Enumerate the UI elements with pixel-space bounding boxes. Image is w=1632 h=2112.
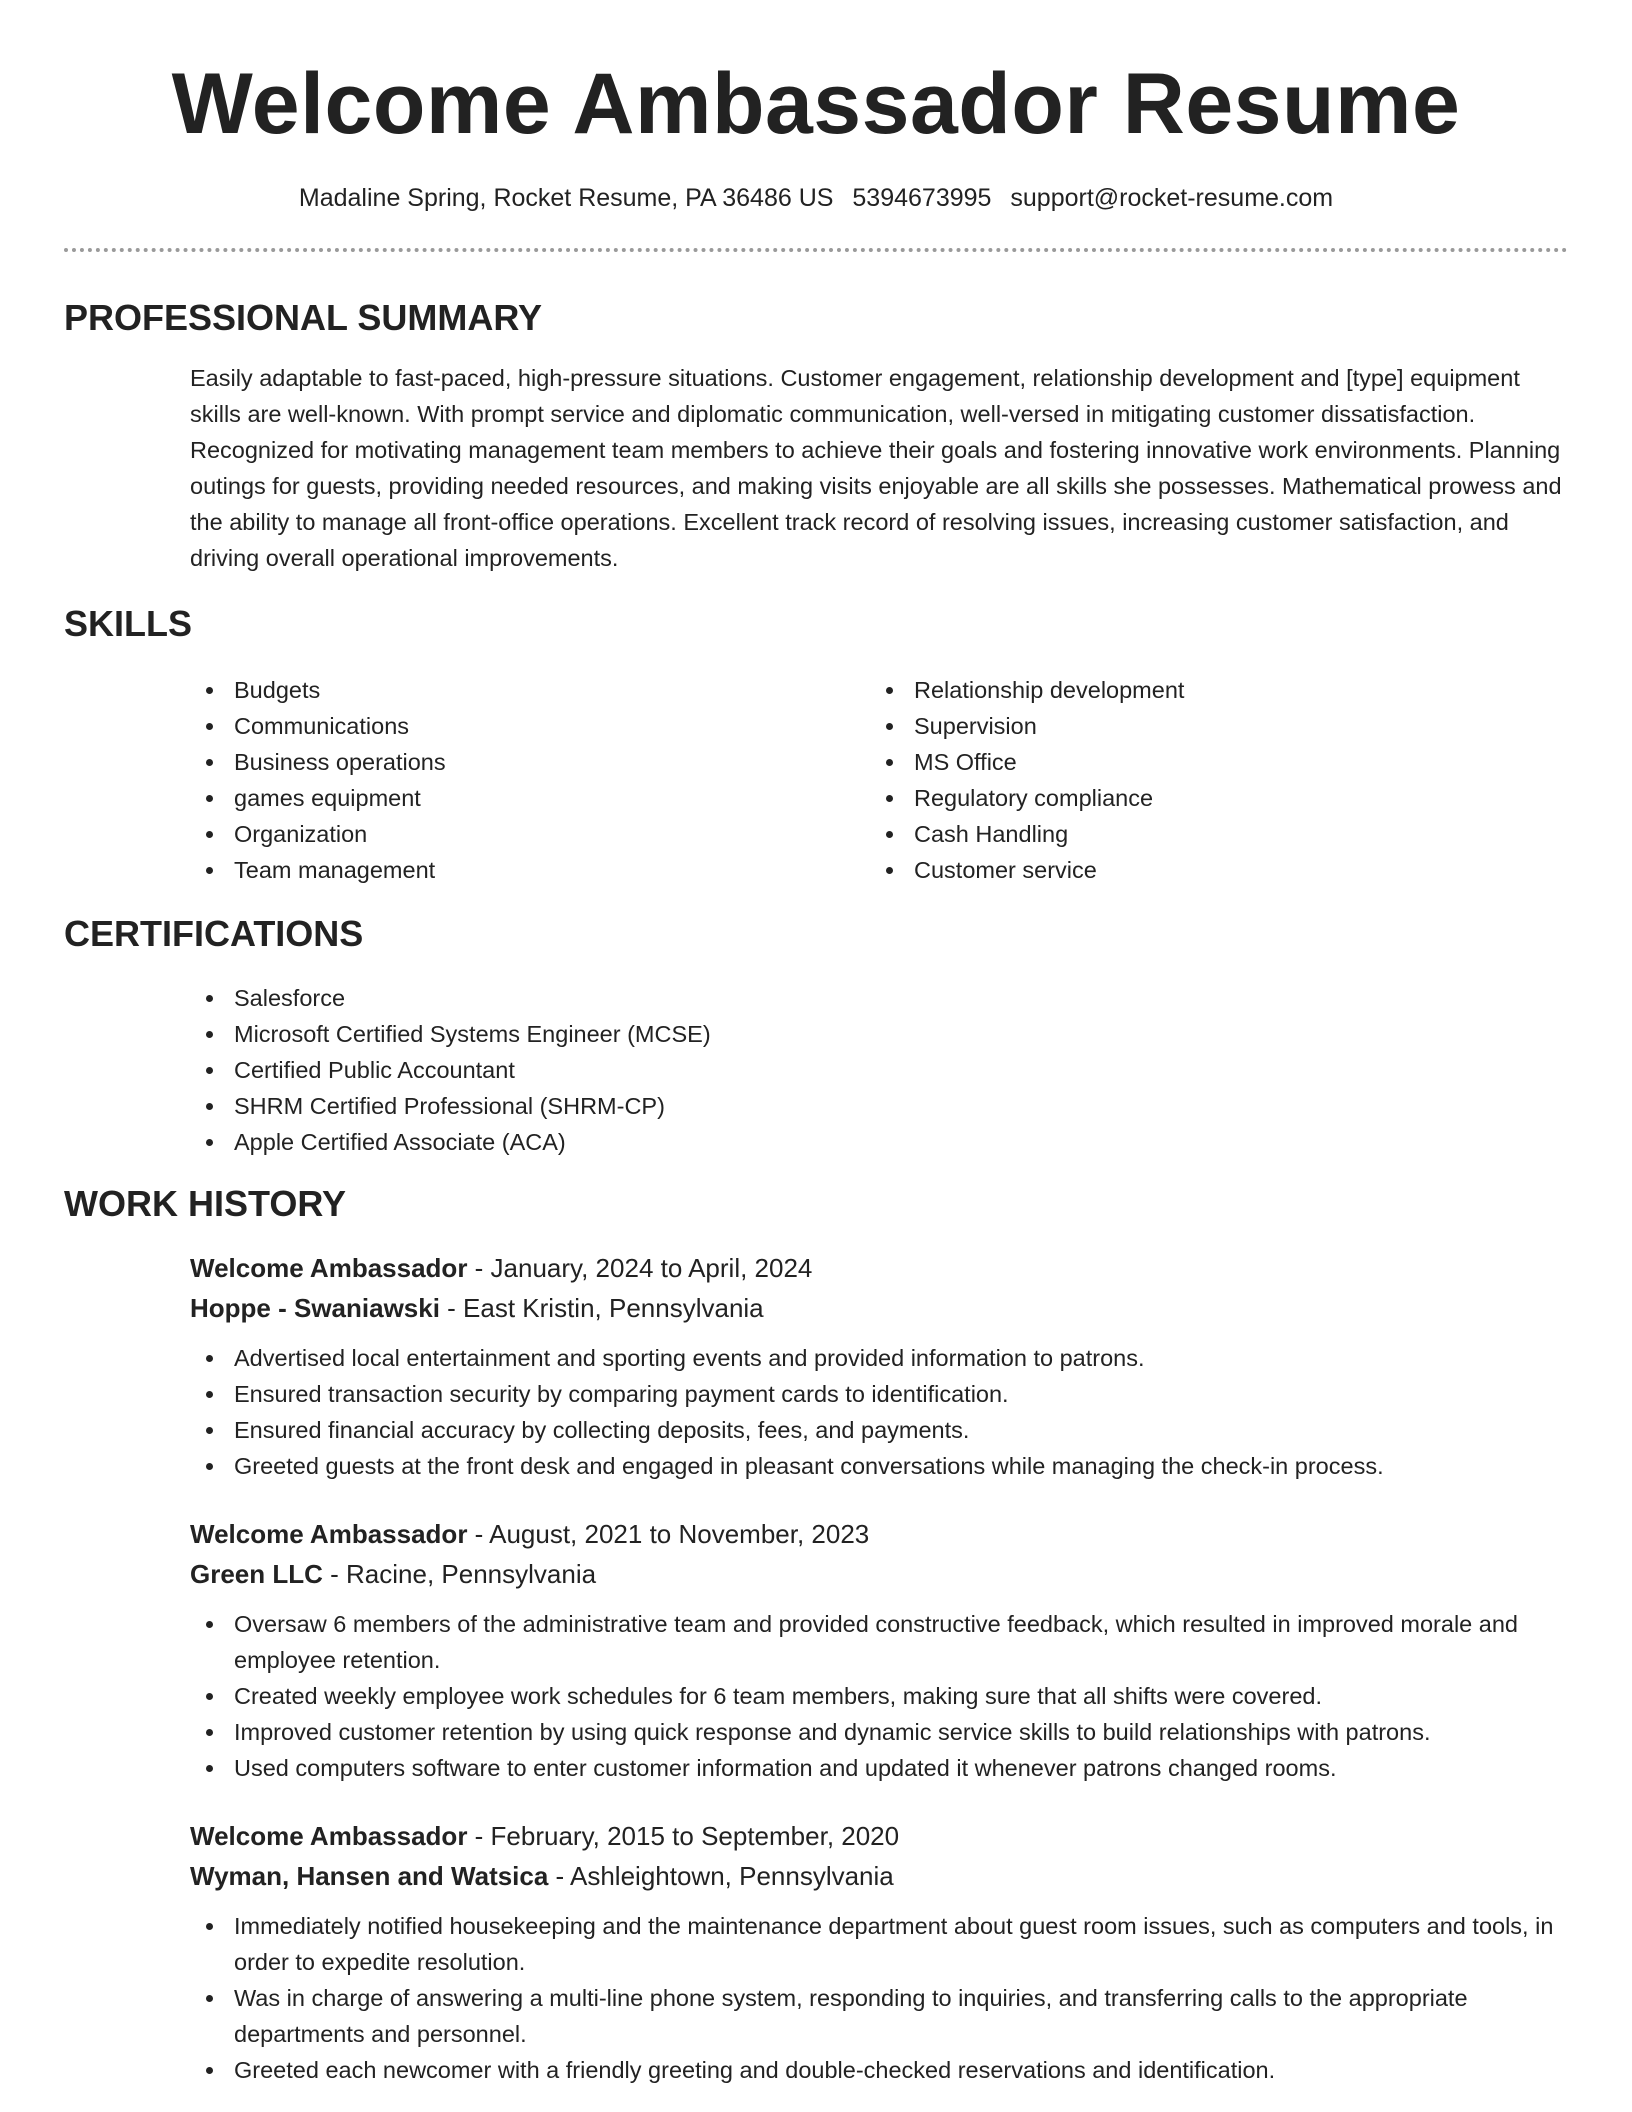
- job-company: Green LLC: [190, 1559, 323, 1589]
- contact-address: Madaline Spring, Rocket Resume, PA 36486 US: [298, 184, 834, 212]
- skill-item: Team management: [190, 852, 870, 888]
- contact-line: [64, 182, 1568, 214]
- header-divider: [64, 248, 1568, 252]
- job-bullets: [190, 1606, 1568, 1786]
- certifications-heading: CERTIFICATIONS: [64, 913, 364, 954]
- job-company: Hoppe - Swaniawski: [190, 1293, 440, 1323]
- job-bullets: [190, 1340, 1568, 1484]
- job-bullet: Oversaw 6 members of the administrative team and provided constructive feedback, which resulted in improved morale and employee retention.: [190, 1606, 1568, 1678]
- skill-item: games equipment: [190, 780, 870, 816]
- job-bullet: Created weekly employee work schedules for 6 team members, making sure that all shifts were covered.: [190, 1678, 1568, 1714]
- summary-heading: PROFESSIONAL SUMMARY: [64, 297, 543, 338]
- job-company-line: [190, 1554, 1568, 1594]
- job-bullet: Used computers software to enter customer information and updated it whenever patrons changed rooms.: [190, 1750, 1568, 1786]
- job-bullet: Improved customer retention by using quick response and dynamic service skills to build relationships with patrons.: [190, 1714, 1568, 1750]
- skill-item: Business operations: [190, 744, 870, 780]
- job-company: Wyman, Hansen and Watsica: [190, 1861, 549, 1891]
- job-title-line: [190, 1816, 1568, 1856]
- summary-text: Easily adaptable to fast-paced, high-pressure situations. Customer engagement, relationship development and [type] equipment skills are well-known. With prompt service and diplomatic communication, well-versed in mitigating customer dissatisfaction. Recognized for motivating management team members to achieve their goals and fostering innovative work environments. Planning outings for guests, providing needed resources, and making visits enjoyable are all skills she possesses. Mathematical prowess and the ability to manage all front-office operations. Excellent track record of resolving issues, increasing customer satisfaction, and driving overall operational improvements.: [190, 365, 1562, 571]
- job-bullet: Ensured transaction security by comparing payment cards to identification.: [190, 1376, 1568, 1412]
- job-location: - Racine, Pennsylvania: [322, 1559, 597, 1589]
- job-entry: [190, 1248, 1568, 1484]
- job-location: - East Kristin, Pennsylvania: [439, 1293, 764, 1323]
- job-dates: - February, 2015 to September, 2020: [467, 1821, 900, 1851]
- certification-item: SHRM Certified Professional (SHRM-CP): [190, 1088, 1568, 1124]
- contact-phone: 5394673995: [852, 184, 992, 212]
- certification-item: Microsoft Certified Systems Engineer (MCSE): [190, 1016, 1568, 1052]
- work-history-heading: WORK HISTORY: [64, 1183, 347, 1224]
- skill-item: Supervision: [870, 708, 1550, 744]
- skills-grid: [190, 672, 1568, 888]
- contact-email: support@rocket-resume.com: [1010, 184, 1334, 212]
- skill-item: Customer service: [870, 852, 1550, 888]
- certification-item: Salesforce: [190, 980, 1568, 1016]
- skill-item: Relationship development: [870, 672, 1550, 708]
- job-dates: - August, 2021 to November, 2023: [467, 1519, 870, 1549]
- skill-item: Cash Handling: [870, 816, 1550, 852]
- certifications-section: [64, 912, 1568, 1160]
- job-entry: [190, 1816, 1568, 2088]
- job-bullet: Greeted guests at the front desk and engaged in pleasant conversations while managing the check-in process.: [190, 1448, 1568, 1484]
- job-dates: - January, 2024 to April, 2024: [467, 1253, 813, 1283]
- skills-right-column: [870, 672, 1550, 888]
- skills-left-column: [190, 672, 870, 888]
- skill-item: Communications: [190, 708, 870, 744]
- certification-item: Certified Public Accountant: [190, 1052, 1568, 1088]
- skill-item: Organization: [190, 816, 870, 852]
- resume-title: Welcome Ambassador Resume: [171, 56, 1461, 152]
- skill-item: MS Office: [870, 744, 1550, 780]
- job-bullet: Was in charge of answering a multi-line phone system, responding to inquiries, and transferring calls to the appropriate departments and personnel.: [190, 1980, 1568, 2052]
- job-company-line: [190, 1288, 1568, 1328]
- job-title: Welcome Ambassador: [190, 1253, 468, 1283]
- job-bullets: [190, 1908, 1568, 2088]
- certifications-list: [190, 980, 1568, 1160]
- skills-heading: SKILLS: [64, 603, 193, 644]
- job-bullet: Ensured financial accuracy by collecting deposits, fees, and payments.: [190, 1412, 1568, 1448]
- job-location: - Ashleightown, Pennsylvania: [548, 1861, 894, 1891]
- skills-section: [64, 602, 1568, 888]
- certification-item: Apple Certified Associate (ACA): [190, 1124, 1568, 1160]
- job-title: Welcome Ambassador: [190, 1821, 468, 1851]
- summary-section: [64, 296, 1568, 576]
- job-company-line: [190, 1856, 1568, 1896]
- job-entry: [190, 1514, 1568, 1786]
- job-bullet: Greeted each newcomer with a friendly greeting and double-checked reservations and identification.: [190, 2052, 1568, 2088]
- job-title-line: [190, 1248, 1568, 1288]
- skill-item: Budgets: [190, 672, 870, 708]
- job-bullet: Immediately notified housekeeping and the maintenance department about guest room issues, such as computers and tools, in order to expedite resolution.: [190, 1908, 1568, 1980]
- job-title-line: [190, 1514, 1568, 1554]
- job-title: Welcome Ambassador: [190, 1519, 468, 1549]
- job-bullet: Advertised local entertainment and sporting events and provided information to patrons.: [190, 1340, 1568, 1376]
- work-history-section: [64, 1182, 1568, 2088]
- skill-item: Regulatory compliance: [870, 780, 1550, 816]
